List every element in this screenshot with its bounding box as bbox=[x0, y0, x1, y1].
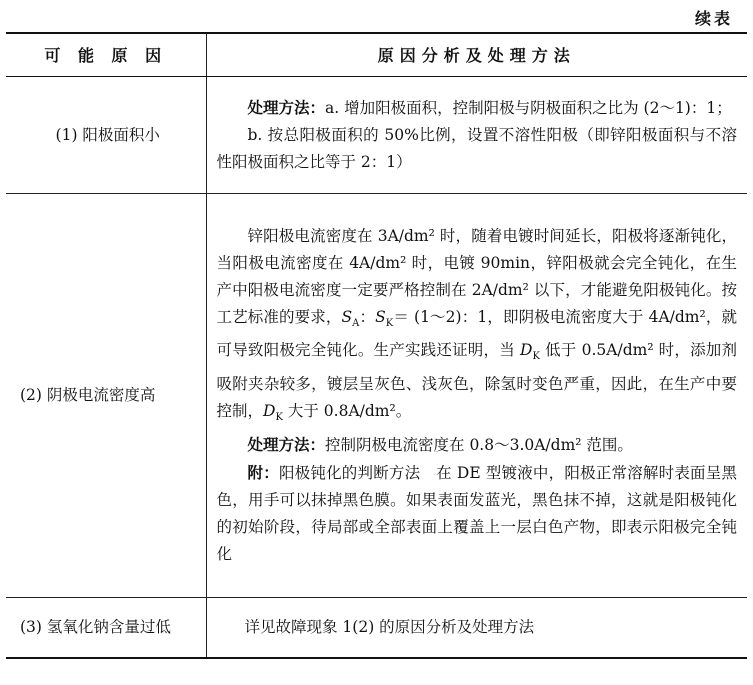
method-label: 处理方法： bbox=[247, 98, 326, 117]
method-a-text: a. 增加阳极面积，控制阳极与阴极面积之比为 (2～1)：1； bbox=[325, 99, 732, 117]
cause-cell: (1) 阳极面积小 bbox=[6, 77, 206, 194]
cause-analysis-table bbox=[6, 32, 747, 659]
analysis-cell: 详见故障现象 1(2) 的原因分析及处理方法 bbox=[206, 598, 747, 658]
note-label: 附： bbox=[247, 462, 279, 482]
cause-cell: (3) 氢氧化钠含量过低 bbox=[6, 598, 206, 658]
method-paragraph bbox=[217, 94, 738, 122]
method-b-paragraph: b. 按总阳极面积的 50%比例，设置不溶性阳极（即锌阳极面积与不溶性阳极面积之比等于 2：1） bbox=[216, 126, 737, 171]
table-row bbox=[6, 194, 747, 598]
header-analysis-method: 原因分析及处理方法 bbox=[206, 33, 747, 77]
method-text: 控制阴极电流密度在 0.8～3.0A/dm² 范围。 bbox=[325, 435, 633, 454]
method-label: 处理方法： bbox=[247, 434, 326, 454]
header-possible-cause: 可 能 原 因 bbox=[6, 33, 206, 77]
table-row bbox=[6, 598, 747, 658]
cause-cell: (2) 阴极电流密度高 bbox=[6, 194, 206, 598]
note-text: 阳极钝化的判断方法 在 DE 型镀液中，阳极正常溶解时表面呈黑色，用手可以抹掉黑色膜。如果表面发蓝光，黑色抹不掉，这就是阳极钝化的初始阶段，待局部或全部表面上覆盖上一层白色产物，即表示阳极完全钝化 bbox=[216, 463, 737, 563]
method-paragraph bbox=[217, 431, 738, 459]
note-paragraph bbox=[217, 459, 738, 568]
analysis-paragraph: 锌阳极电流密度在 3A/dm² 时，随着电镀时间延长，阳极将逐渐钝化，当阳极电流密度在 4A/dm² 时，电镀 90min，锌阳极就会完全钝化，在生产中阳极电流密度一定要严格控制在 2A/dm² 以下，才能避免阳极钝化。按工艺标准的要求，$S_A$：$S_K=$ (1～2)：1，即阴极电流密度大于 4A/dm²，就可导致阳极完全钝化。生产实践还证明，当 $D_K$ 低于 0.5A/dm² 时，添加剂吸附夹杂较多，镀层呈灰色、浅灰色，除氢时变色严重，因此，在生产中要控制，$D_K$ 大于 0.8A/dm²。 bbox=[216, 227, 737, 423]
continued-table-label: 续表 bbox=[694, 9, 733, 28]
table-row bbox=[6, 77, 747, 194]
analysis-cell bbox=[206, 194, 747, 598]
table-header-row bbox=[6, 33, 747, 77]
analysis-cell bbox=[206, 77, 747, 194]
